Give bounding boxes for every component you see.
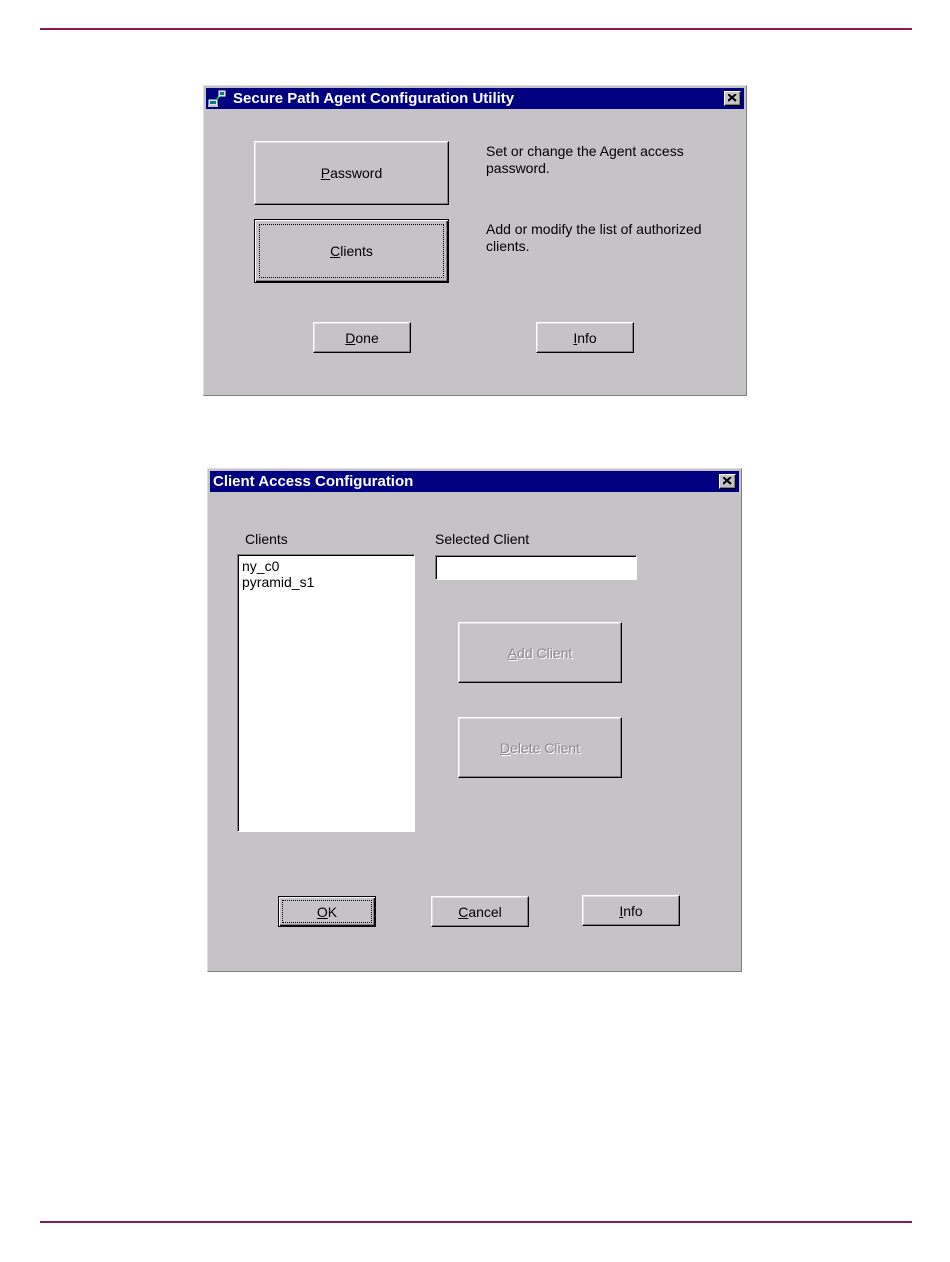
clients-button[interactable] bbox=[254, 219, 449, 283]
list-item[interactable]: ny_c0 bbox=[242, 558, 280, 574]
add-client-button-label: Add Client bbox=[507, 644, 573, 661]
client-access-title: Client Access Configuration bbox=[213, 473, 414, 490]
client-access-dialog bbox=[207, 468, 742, 972]
password-button-label: Password bbox=[320, 165, 383, 181]
header-rule bbox=[40, 28, 912, 30]
client-info-button[interactable] bbox=[582, 895, 680, 926]
password-button[interactable] bbox=[254, 141, 449, 205]
footer-rule bbox=[40, 1221, 912, 1223]
agent-config-titlebar[interactable] bbox=[206, 88, 744, 109]
delete-client-button-label: Delete Client bbox=[499, 739, 581, 756]
client-access-titlebar[interactable] bbox=[210, 471, 739, 492]
clients-button-label: Clients bbox=[330, 243, 373, 259]
add-client-button[interactable] bbox=[458, 622, 622, 683]
ok-button-label: OK bbox=[316, 903, 338, 920]
ok-button[interactable] bbox=[278, 896, 376, 927]
focus-rect bbox=[282, 900, 372, 923]
client-info-button-label: Info bbox=[619, 902, 643, 919]
close-icon bbox=[728, 94, 737, 102]
agent-config-title: Secure Path Agent Configuration Utility bbox=[233, 90, 515, 107]
selected-client-label: Selected Client bbox=[435, 531, 530, 547]
done-button[interactable] bbox=[313, 322, 411, 353]
network-computer-icon bbox=[208, 90, 226, 108]
cancel-button[interactable] bbox=[431, 896, 529, 927]
agent-config-dialog bbox=[203, 85, 747, 396]
done-button-label: Done bbox=[345, 329, 379, 346]
client-access-close-button[interactable] bbox=[719, 474, 736, 489]
agent-info-button[interactable] bbox=[536, 322, 634, 353]
delete-client-button[interactable] bbox=[458, 717, 622, 778]
close-icon bbox=[723, 477, 732, 485]
password-description: Set or change the Agent access password. bbox=[486, 143, 684, 176]
clients-listbox[interactable] bbox=[237, 554, 415, 832]
cancel-button-label: Cancel bbox=[458, 903, 502, 920]
agent-config-close-button[interactable] bbox=[724, 91, 741, 106]
clients-label: Clients bbox=[245, 531, 288, 547]
clients-description: Add or modify the list of authorized clients. bbox=[486, 221, 702, 254]
focus-rect bbox=[259, 224, 444, 278]
selected-client-input[interactable] bbox=[435, 555, 637, 580]
list-item[interactable]: pyramid_s1 bbox=[242, 574, 315, 590]
agent-info-button-label: Info bbox=[573, 329, 597, 346]
